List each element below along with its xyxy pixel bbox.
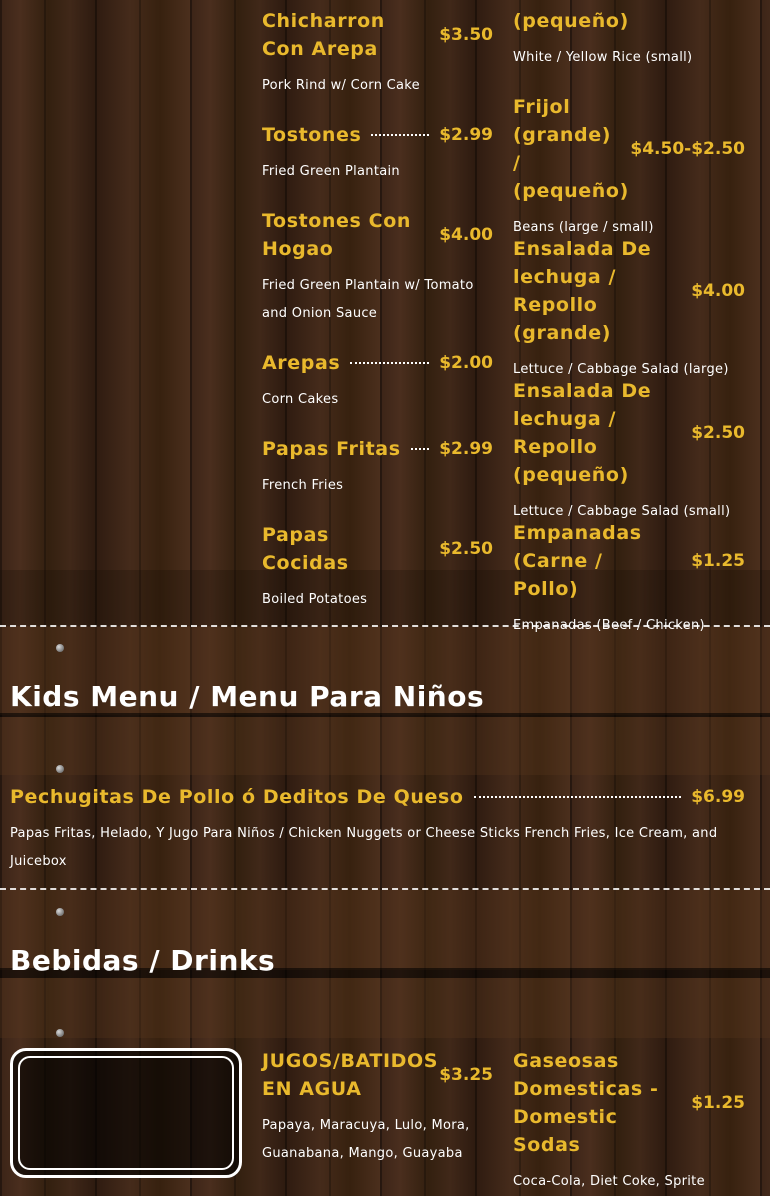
leader-dots <box>411 448 430 450</box>
item-name: Ensalada De lechuga / Repollo (grande) <box>513 238 652 344</box>
item-price: $2.99 <box>439 125 493 145</box>
menu-item <box>513 7 745 72</box>
item-name: Arepas <box>262 352 341 374</box>
menu-item <box>513 93 745 242</box>
item-description: Fried Green Plantain <box>262 164 400 179</box>
menu-item <box>262 521 493 614</box>
item-description: Boiled Potatoes <box>262 592 368 607</box>
leader-dots <box>474 796 682 798</box>
item-name: Frijol (grande) / (pequeño) <box>513 96 629 202</box>
section-title-kids: Kids Menu / Menu Para Niños <box>10 680 485 713</box>
item-price: $2.00 <box>439 353 493 373</box>
item-price: $6.99 <box>691 787 745 807</box>
leader-dots <box>371 134 429 136</box>
menu-item <box>513 519 745 640</box>
item-description: Beans (large / small) <box>513 220 654 235</box>
item-name: Gaseosas Domesticas - Domestic Sodas <box>513 1050 659 1156</box>
item-description: Empanadas (Beef / Chicken) <box>513 618 705 633</box>
item-price: $4.50-$2.50 <box>630 139 745 159</box>
item-description: Corn Cakes <box>262 392 339 407</box>
menu-item <box>262 207 493 328</box>
item-description: Papas Fritas, Helado, Y Jugo Para Niños / Chicken Nuggets or Cheese Sticks French Fries, Ice Cream, and Juicebox <box>10 826 718 869</box>
menu-item <box>262 435 493 500</box>
item-description: Papaya, Maracuya, Lulo, Mora, Guanabana, Mango, Guayaba <box>262 1118 470 1161</box>
item-name: Empanadas (Carne / Pollo) <box>513 522 642 600</box>
item-name: Papas Fritas <box>262 438 401 460</box>
nail-decoration <box>56 765 64 773</box>
item-name: Pechugitas De Pollo ó Deditos De Queso <box>10 786 464 808</box>
nail-decoration <box>56 1029 64 1037</box>
item-price: $2.50 <box>439 539 493 559</box>
item-description: French Fries <box>262 478 344 493</box>
item-price: $1.25 <box>691 1093 745 1113</box>
item-price: $3.25 <box>439 1065 493 1085</box>
item-price: $2.99 <box>439 439 493 459</box>
item-description: Lettuce / Cabbage Salad (large) <box>513 362 729 377</box>
item-name: Tostones <box>262 124 362 146</box>
leader-dots <box>350 362 429 364</box>
item-name: JUGOS/BATIDOS EN AGUA <box>262 1050 439 1100</box>
item-name: Papas Cocidas <box>262 524 349 574</box>
item-name: Ensalada De lechuga / Repollo (pequeño) <box>513 380 652 486</box>
item-description: Lettuce / Cabbage Salad (small) <box>513 504 731 519</box>
section-band <box>0 717 770 775</box>
item-description: Pork Rind w/ Corn Cake <box>262 78 420 93</box>
menu-item <box>513 377 745 526</box>
menu-item <box>262 349 493 414</box>
menu-item <box>262 1047 493 1168</box>
nail-decoration <box>56 644 64 652</box>
menu-item <box>262 121 493 186</box>
menu-item <box>262 7 493 100</box>
item-name: Tostones Con Hogao <box>262 210 411 260</box>
item-name: (pequeño) <box>513 10 629 32</box>
nail-decoration <box>56 908 64 916</box>
item-price: $2.50 <box>691 423 745 443</box>
section-band <box>0 978 770 1038</box>
photo-frame <box>10 1048 242 1178</box>
item-name: Chicharron Con Arepa <box>262 10 385 60</box>
menu-item <box>10 783 745 876</box>
item-description: Coca-Cola, Diet Coke, Sprite <box>513 1174 705 1189</box>
item-price: $4.00 <box>691 281 745 301</box>
item-price: $4.00 <box>439 225 493 245</box>
menu-item <box>513 235 745 384</box>
item-description: Fried Green Plantain w/ Tomato and Onion Sauce <box>262 278 474 321</box>
section-title-drinks: Bebidas / Drinks <box>10 944 276 977</box>
item-price: $3.50 <box>439 25 493 45</box>
menu-item <box>513 1047 745 1196</box>
item-price: $1.25 <box>691 551 745 571</box>
item-description: White / Yellow Rice (small) <box>513 50 693 65</box>
